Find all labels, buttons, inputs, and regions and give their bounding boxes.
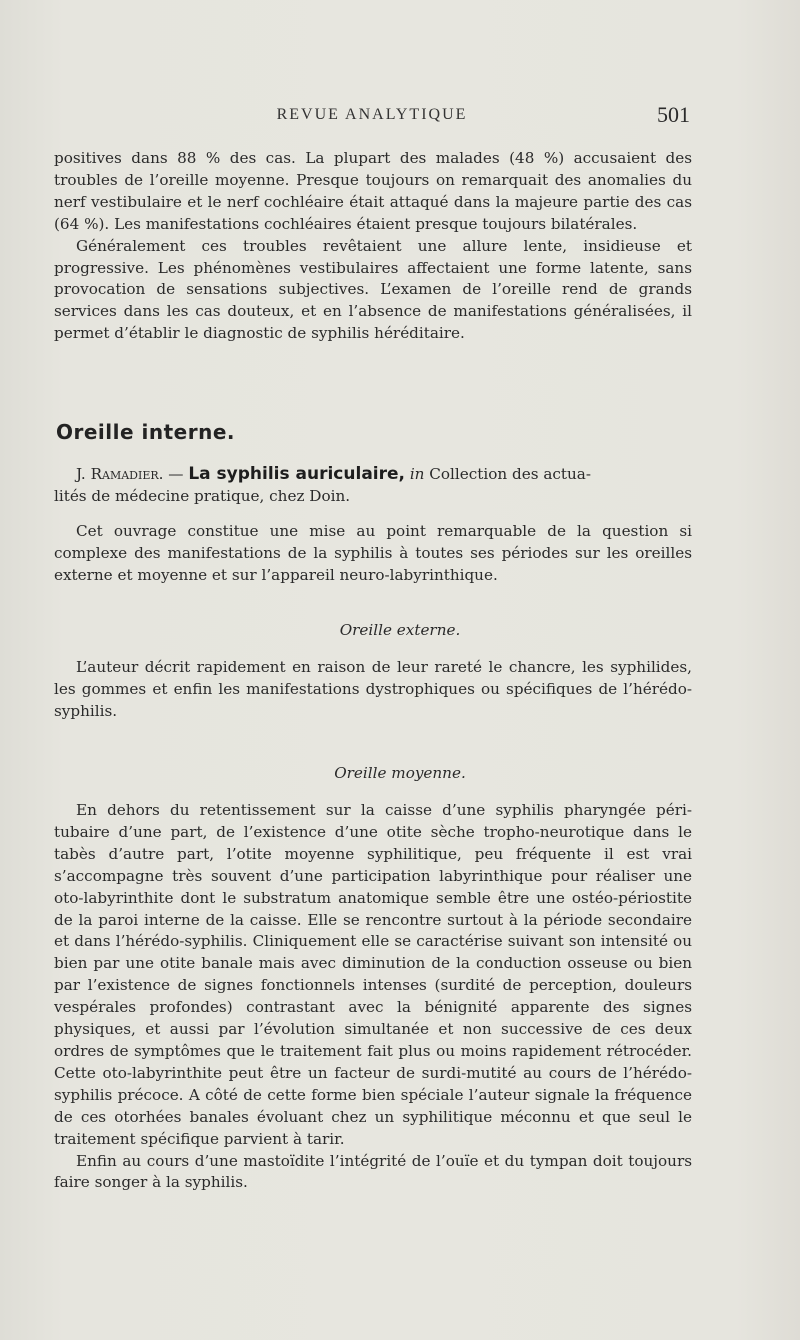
intro-paragraph-1: positives dans 88 % des cas. La plupart des malades (48 %) accusaient des troubles de l’oreille moyenne. Presque toujours on remarquait des anomalies du nerf vestibulaire et le nerf cochléaire était attaqué dans la majeure partie des cas (64 %). Les manifestations cochléaires étaient presque toujours bilatérales. xyxy=(54,149,692,233)
summary-text xyxy=(54,521,692,587)
section-heading: Oreille interne. xyxy=(56,420,236,444)
reference-dash: — xyxy=(163,465,189,483)
reference-publisher: lités de médecine pratique, chez Doin. xyxy=(54,487,351,505)
intro-text xyxy=(54,148,692,345)
reference-in: in xyxy=(409,465,425,483)
summary-paragraph: Cet ouvrage constitue une mise au point remarquable de la question si complexe des manifestations de la syphilis à toutes ses périodes sur les oreilles externe et moyenne et sur l’appareil neuro-labyrinthique. xyxy=(54,522,692,584)
moyenne-text xyxy=(54,800,692,1194)
moyenne-paragraph-1: En dehors du retentissement sur la caisse d’une syphilis pharyngée péri-tubaire d’une part, de l’existence d’une otite sèche tropho-neurotique dans le tabès d’autre part, l’otite moyenne syphilitique, peu fréquente il est vrai s’accompagne très souvent d’une participation labyrinthique pour réaliser une oto-labyrinthite dont le substratum anatomique semble être une ostéo-périostite de la paroi interne de la caisse. Elle se rencontre surtout à la période secondaire et dans l’hérédo-syphilis. Cliniquement elle se caractérise suivant son intensité ou bien par une otite banale mais avec diminution de la conduction osseuse ou bien par l’existence de signes fonctionnels intenses (surdité de perception, douleurs vespérales profondes) contrastant avec la bénignité apparente des signes physiques, et aussi par l’évolution simultanée et non successive de ces deux ordres de symptômes que le traitement fait plus ou moins rapidement rétrocéder. Cette oto-labyrinthite peut être un facteur de surdi-mutité au cours de l’hérédo-syphilis précoce. A côté de cette forme bien spéciale l’auteur signale la fréquence de ces otorhées banales évoluant chez un syphilitique méconnu et que seul le traitement spécifique parvient à tarir. xyxy=(54,801,692,1148)
running-title: REVUE ANALYTIQUE xyxy=(276,106,468,123)
reference-author: J. Ramadier. xyxy=(76,465,164,483)
running-header xyxy=(54,102,690,132)
externe-text xyxy=(54,657,692,723)
reference-collection: Collection des actua- xyxy=(424,465,591,483)
intro-paragraph-2: Généralement ces troubles revêtaient une allure lente, insidieuse et progressive. Les phénomènes vestibulaires affectaient une forme latente, sans provocation de sensations subjectives. L’examen de l’oreille rend de grands services dans les cas douteux, et en l’absence de manifestations généralisées, il permet d’établir le diagnostic de syphilis héréditaire. xyxy=(54,236,692,343)
bibliographic-reference xyxy=(54,463,692,507)
subheading-oreille-externe: Oreille externe. xyxy=(339,621,461,639)
page-number: 501 xyxy=(657,102,690,127)
reference-title: La syphilis auriculaire, xyxy=(188,464,405,484)
moyenne-paragraph-2: Enfin au cours d’une mastoïdite l’intégrité de l’ouïe et du tympan doit toujours faire songer à la syphilis. xyxy=(54,1151,692,1192)
subheading-oreille-moyenne: Oreille moyenne. xyxy=(334,764,466,782)
externe-paragraph: L’auteur décrit rapidement en raison de leur rareté le chancre, les syphilides, les gommes et enfin les manifestations dystrophiques ou spécifiques de l’hérédo-syphilis. xyxy=(54,658,692,720)
